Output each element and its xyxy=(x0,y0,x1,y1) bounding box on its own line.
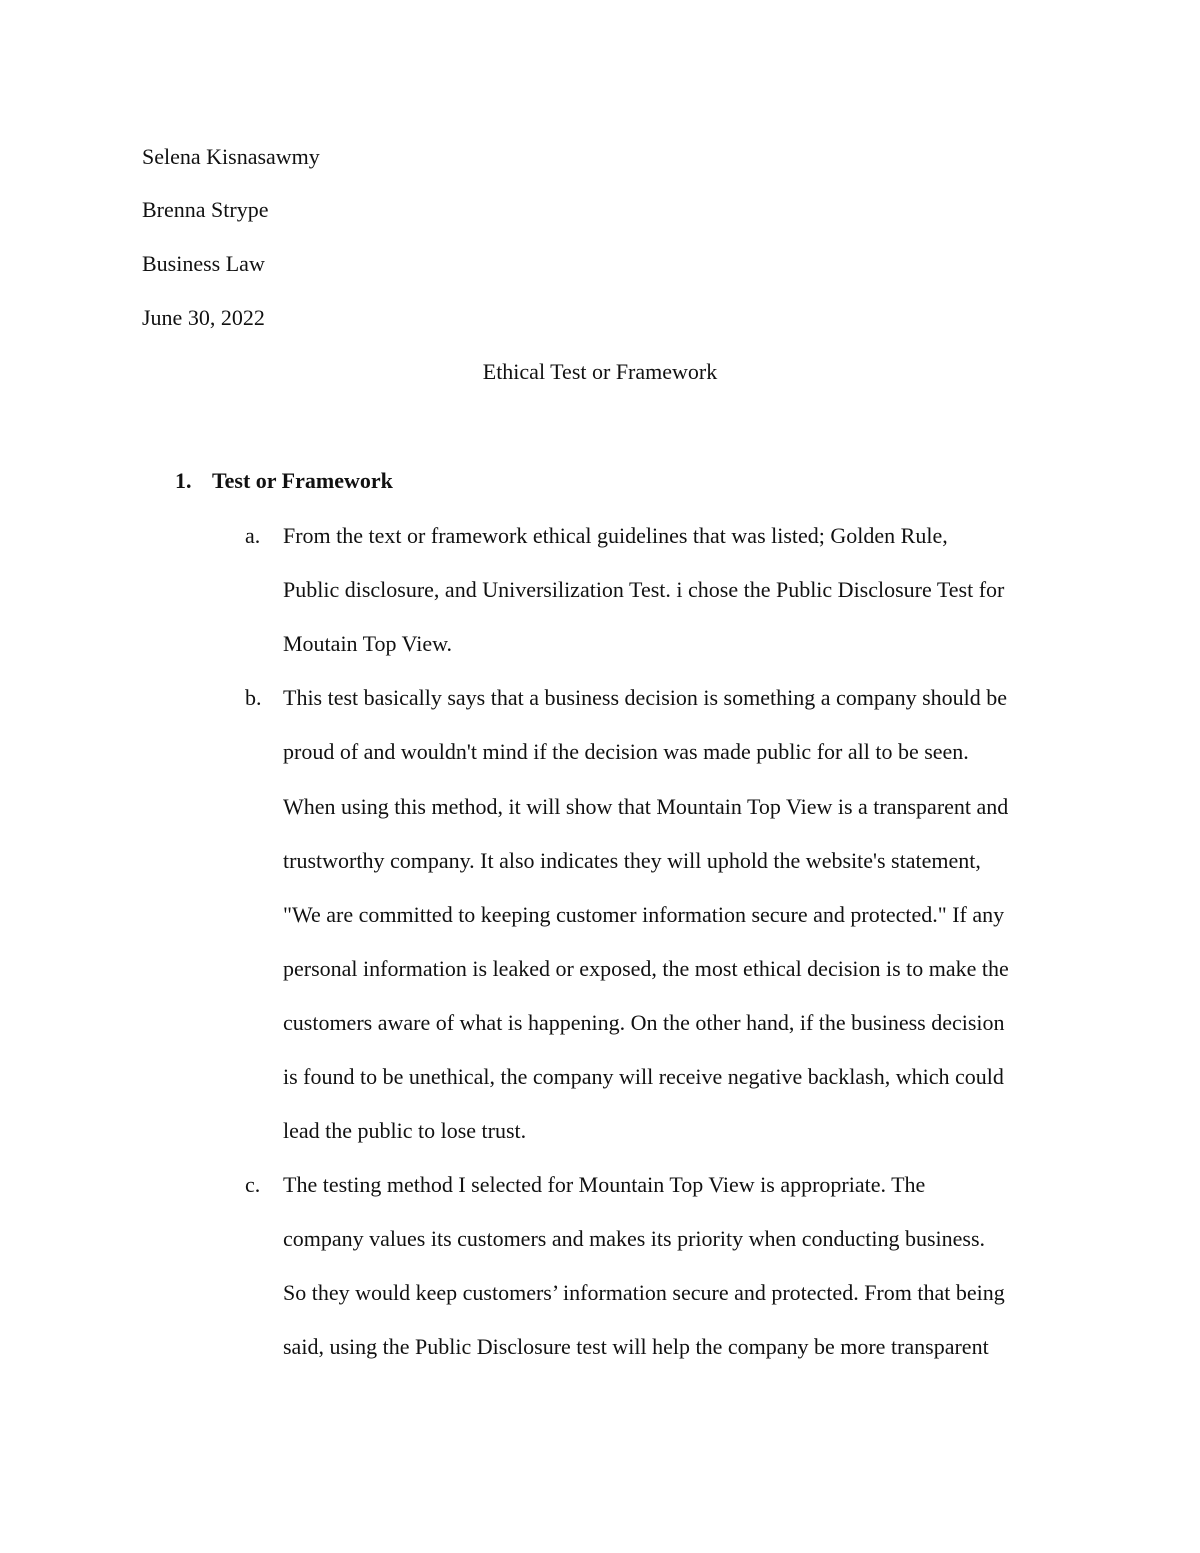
student-name: Selena Kisnasawmy xyxy=(142,144,320,169)
instructor-name: Brenna Strype xyxy=(142,197,269,222)
document-title: Ethical Test or Framework xyxy=(482,359,718,384)
list-item-line: proud of and wouldn't mind if the decision was made public for all to be seen. xyxy=(283,739,969,764)
list-item-line: Moutain Top View. xyxy=(283,631,453,656)
list-item-line: So they would keep customers’ information secure and protected. From that being xyxy=(283,1280,1005,1305)
list-item-line: lead the public to lose trust. xyxy=(283,1118,527,1143)
date: June 30, 2022 xyxy=(142,305,265,330)
course-name: Business Law xyxy=(142,251,265,276)
list-item-line: When using this method, it will show that Mountain Top View is a transparent and xyxy=(283,794,1009,819)
section-heading: Test or Framework xyxy=(212,468,393,493)
list-item-line: "We are committed to keeping customer information secure and protected." If any xyxy=(283,902,1005,927)
list-item-line: customers aware of what is happening. On the other hand, if the business decision xyxy=(283,1010,1005,1035)
list-item-marker: a. xyxy=(245,523,261,548)
list-item-line: This test basically says that a business decision is something a company should be xyxy=(283,685,1008,710)
list-item-line: is found to be unethical, the company will receive negative backlash, which could xyxy=(283,1064,1004,1089)
list-item-line: personal information is leaked or exposed, the most ethical decision is to make the xyxy=(283,956,1009,981)
list-item-line: company values its customers and makes its priority when conducting business. xyxy=(283,1226,986,1251)
list-item-line: trustworthy company. It also indicates they will uphold the website's statement, xyxy=(283,848,981,873)
list-item-marker: c. xyxy=(245,1172,261,1197)
list-item-marker: b. xyxy=(245,685,262,710)
list-item-line: From the text or framework ethical guidelines that was listed; Golden Rule, xyxy=(283,523,948,548)
section-number: 1. xyxy=(175,468,192,493)
list-item-line: The testing method I selected for Mountain Top View is appropriate. The xyxy=(283,1172,926,1197)
list-item-line: said, using the Public Disclosure test will help the company be more transparent xyxy=(283,1334,989,1359)
list-item-line: Public disclosure, and Universilization Test. i chose the Public Disclosure Test for xyxy=(283,577,1005,602)
